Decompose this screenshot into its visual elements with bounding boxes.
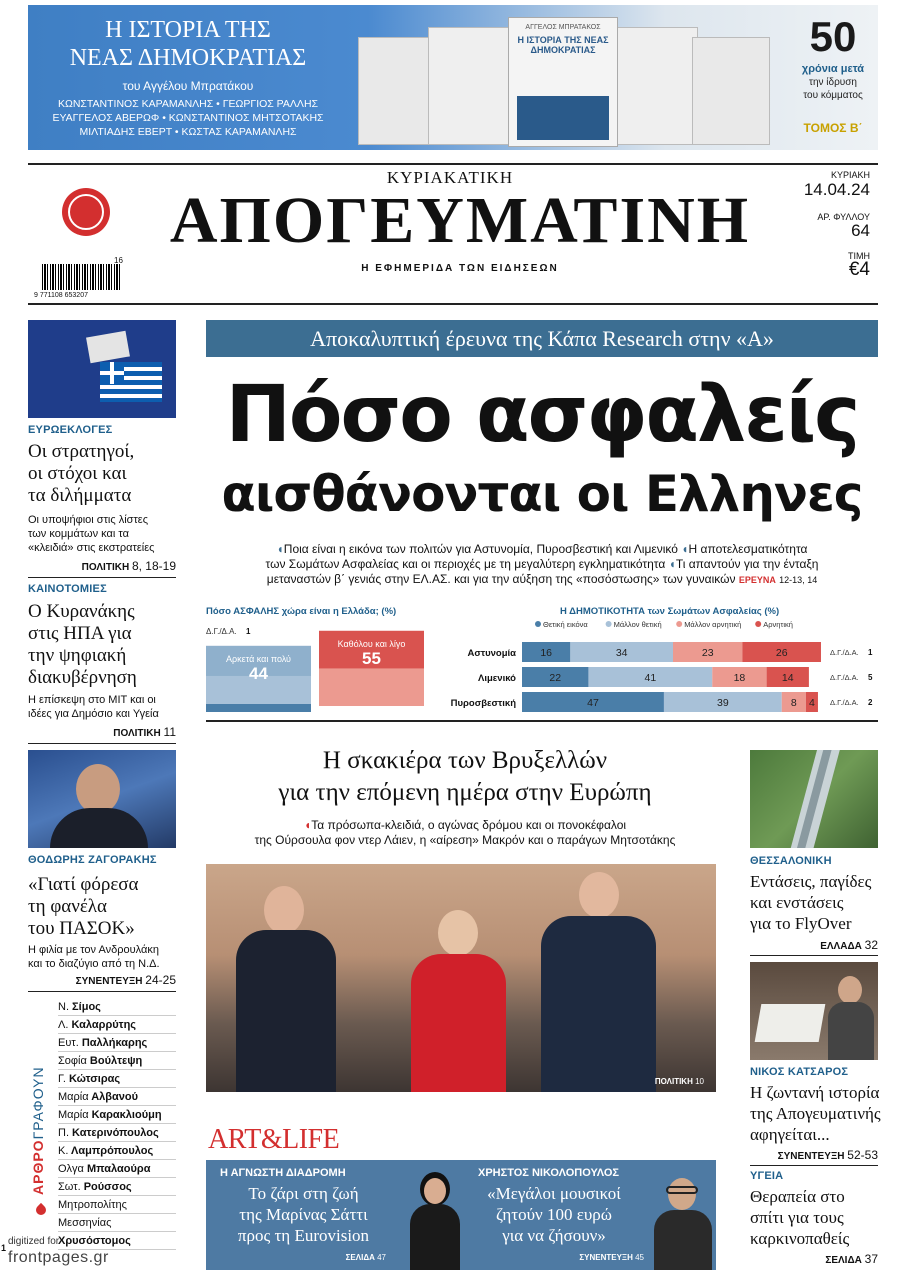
columnist-last: Βούλτεψη [86, 1055, 143, 1067]
columnist-last: Σίμος [69, 1001, 101, 1013]
brussels-photo-ref[interactable] [655, 1077, 704, 1086]
columnist-first: Σοφία [58, 1055, 87, 1067]
category-label: Πυροσβεστική [450, 698, 516, 709]
banner-years-2: την ίδρυση [809, 77, 857, 88]
segment-value-label: 4 [808, 697, 815, 709]
brussels-deck-line-1 [206, 818, 724, 833]
segment-value-label: 18 [733, 672, 746, 684]
artlife-label[interactable]: ART&LIFE [208, 1124, 340, 1155]
masthead-price-label: ΤΙΜΗ [848, 251, 870, 261]
columnist-item[interactable] [58, 998, 176, 1016]
health-ref-section: ΣΕΛΙΔΑ [825, 1255, 862, 1266]
book-cover [428, 27, 510, 145]
artlife-right-ref-pages: 45 [635, 1253, 644, 1262]
columnist-first: Π. [58, 1127, 69, 1139]
brussels-deck-1: Τα πρόσωπα-κλειδιά, ο αγώνας δρόμου και οι πονοκέφαλοι [311, 818, 627, 832]
health-ref-pages: 37 [864, 1252, 878, 1266]
health-label: ΥΓΕΙΑ [750, 1170, 784, 1182]
nikolopoulos-photo[interactable] [650, 1168, 716, 1270]
thess-headline-1[interactable]: Εντάσεις, παγίδες [750, 872, 872, 891]
artlife-left-ref-pages: 47 [377, 1253, 386, 1262]
innov-ref-pages: 11 [163, 725, 176, 739]
columnist-last: Κώτσιρας [65, 1073, 121, 1085]
chart-popularity [440, 604, 878, 714]
brussels-deck-2: της Ούρσουλα φον ντερ Λάιεν, η «αίρεση» Μακρόν και ο παράγων Μητσοτάκης [254, 833, 676, 847]
columnist-first: Ολγα [58, 1163, 84, 1175]
banner-title-line1: Η ΙΣΤΟΡΙΑ ΤΗΣ [105, 17, 271, 43]
masthead-logo [62, 188, 110, 236]
katsaros-headline-1[interactable]: Η ζωντανή ιστορία [750, 1083, 880, 1102]
book-stack [358, 17, 788, 147]
masthead-issue-label: ΑΡ. ΦΥΛΛΟΥ [817, 212, 870, 222]
thess-ref-section: ΕΛΛΑΔΑ [820, 941, 862, 952]
artlife-right-h1[interactable]: «Μεγάλοι μουσικοί [487, 1184, 621, 1203]
brussels-photo-ref-pages: 10 [695, 1077, 704, 1086]
banner-years-1: χρόνια μετά [801, 63, 865, 75]
bullet-icon: ◖ [668, 557, 676, 571]
columnist-first: Ευτ. [58, 1037, 79, 1049]
dk-label: Δ.Γ./Δ.Α. [206, 627, 237, 636]
flyover-photo[interactable] [750, 750, 878, 848]
columnist-first: Λ. [58, 1019, 69, 1031]
segment-value-label: 34 [615, 647, 628, 659]
legend-swatch [535, 621, 541, 627]
columnist-item[interactable] [58, 1232, 176, 1250]
book-cover [358, 37, 436, 145]
book-cover [616, 27, 698, 145]
brussels-photo[interactable] [206, 864, 716, 1092]
lead-deck-1b: Η αποτελεσματικότητα [688, 542, 808, 556]
innov-summary-2: ιδέες για Δημόσιο και Υγεία [28, 708, 159, 720]
lead-deck [206, 542, 878, 588]
euro-summary-1: Οι υποψήφιοι στις λίστες [28, 514, 148, 526]
katsaros-ref-section: ΣΥΝΕΝΤΕΥΞΗ [777, 1151, 845, 1162]
zagorakis-summary-2: και το διαζύγιο από τη Ν.Δ. [28, 958, 160, 970]
columnist-item[interactable] [58, 1214, 176, 1232]
legend-swatch [755, 621, 761, 627]
lead-headline-2[interactable]: αισθάνονται οι Ελληνες [221, 465, 863, 523]
innov-summary-1: Η επίσκεψη στο ΜΙΤ και οι [28, 694, 156, 706]
bullet-icon: ◖ [276, 542, 284, 556]
artlife-left-ref-section: ΣΕΛΙΔΑ [345, 1253, 375, 1262]
bar-category-label: Αρκετά και πολύ [226, 653, 291, 664]
columnist-last: Κατερινόπουλος [69, 1127, 159, 1139]
dk-label: Δ.Γ./Δ.Α. [830, 698, 859, 707]
bullet-icon: ◖ [303, 818, 312, 832]
columnist-first: Μητροπολίτης [58, 1199, 127, 1211]
innov-label: ΚΑΙΝΟΤΟΜΙΕΣ [28, 583, 107, 595]
digitized-label: digitized for [8, 1236, 60, 1247]
zagorakis-summary-1: Η φιλία με τον Ανδρουλάκη [28, 944, 159, 956]
columnist-item[interactable] [58, 1070, 176, 1088]
artlife-panel [206, 1160, 716, 1270]
katsaros-photo[interactable] [750, 962, 878, 1060]
segment-value-label: 39 [716, 697, 729, 709]
zagorakis-photo[interactable] [28, 750, 176, 848]
thess-headline-2[interactable]: και ενστάσεις [750, 893, 844, 912]
katsaros-label: ΝΙΚΟΣ ΚΑΤΣΑΡΟΣ [750, 1066, 849, 1078]
columnist-item[interactable] [58, 1142, 176, 1160]
euro-headline-1[interactable]: Οι στρατηγοί, [28, 441, 135, 462]
columnist-item[interactable] [58, 1196, 176, 1214]
health-headline-1[interactable]: Θεραπεία στο [750, 1187, 845, 1206]
book-cover-front [508, 17, 618, 147]
book-title: Η ΙΣΤΟΡΙΑ ΤΗΣ ΝΕΑΣ ΔΗΜΟΚΡΑΤΙΑΣ [517, 35, 609, 55]
zagorakis-ref-pages: 24-25 [145, 973, 176, 987]
lead-ref-pages[interactable]: 12-13, 14 [779, 575, 818, 585]
artlife-right-h2[interactable]: ζητούν 100 ευρώ [496, 1205, 612, 1224]
innov-ref[interactable] [28, 725, 176, 739]
banner-title-line2: ΝΕΑΣ ΔΗΜΟΚΡΑΤΙΑΣ [69, 45, 307, 71]
dk-value: 1 [246, 627, 251, 636]
masthead-kicker: ΚΥΡΙΑΚΑΤΙΚΗ [386, 168, 514, 187]
bar-category-label: Καθόλου και λίγο [337, 638, 406, 649]
legend-label: Αρνητική [763, 620, 793, 629]
lead-headline-1[interactable]: Πόσο ασφαλείς [225, 370, 859, 460]
columnist-item[interactable] [58, 1124, 176, 1142]
promo-banner[interactable] [28, 5, 878, 150]
artlife-right-ref[interactable] [464, 1253, 644, 1262]
columnist-item[interactable] [58, 1160, 176, 1178]
banner-volume: ΤΟΜΟΣ Β΄ [803, 121, 863, 135]
columnist-last: Μπαλαούρα [83, 1163, 151, 1175]
artlife-left-ref[interactable] [206, 1253, 386, 1262]
book-author: ΑΓΓΕΛΟΣ ΜΠΡΑΤΑΚΟΣ [525, 24, 601, 31]
segment-value-label: 26 [775, 647, 788, 659]
lead-deck-line-2 [206, 557, 878, 572]
katsaros-ref-pages: 52-53 [847, 1148, 878, 1162]
zagorakis-headline-2[interactable]: τη φανέλα [28, 896, 107, 917]
columnist-first: Γ. [58, 1073, 66, 1085]
euro-summary-2: των κομμάτων και τα [28, 528, 129, 540]
bullet-icon: ◖ [681, 542, 689, 556]
legend-label: Θετική εικόνα [543, 620, 588, 629]
dk-value: 5 [868, 673, 873, 682]
masthead-price: €4 [848, 259, 870, 280]
book-cover [692, 37, 770, 145]
innov-headline-2[interactable]: στις ΗΠΑ για [28, 623, 132, 644]
katsaros-ref[interactable] [750, 1148, 878, 1162]
columnist-item[interactable] [58, 1016, 176, 1034]
columnist-last: Καρακλιούμη [88, 1109, 162, 1121]
artlife-left-h3[interactable]: προς τη Eurovision [237, 1226, 370, 1245]
columnist-item[interactable] [58, 1088, 176, 1106]
euro-headline-3[interactable]: τα διλήμματα [28, 485, 132, 506]
lead-strap[interactable]: Αποκαλυπτική έρευνα της Κάπα Research στην «Α» [206, 320, 878, 357]
segment-value-label: 41 [644, 672, 657, 684]
columnist-item[interactable] [58, 1178, 176, 1196]
columnist-last: Χρυσόστομος [58, 1235, 131, 1247]
masthead-date: 14.04.24 [803, 180, 870, 199]
innov-headline-4[interactable]: διακυβέρνηση [28, 667, 137, 688]
columnists-vertical-label [30, 1025, 50, 1195]
columnist-last: Λαμπρόπουλος [68, 1145, 154, 1157]
euro-ref-section: ΠΟΛΙΤΙΚΗ [81, 562, 130, 573]
columnist-item[interactable] [58, 1106, 176, 1124]
artlife-left-h2[interactable]: της Μαρίνας Σάττι [239, 1205, 368, 1224]
masthead-day: ΚΥΡΙΑΚΗ [830, 170, 870, 180]
katsaros-headline-2[interactable]: της Απογευματινής [750, 1104, 881, 1123]
segment-value-label: 8 [790, 697, 797, 709]
euro-headline-2[interactable]: οι στόχοι και [28, 463, 127, 484]
chart-title: Η ΔΗΜΟΤΙΚΟΤΗΤΑ των Σωμάτων Ασφαλείας (%) [560, 606, 780, 617]
health-headline-3[interactable]: καρκινοπαθείς [750, 1229, 850, 1248]
columnist-item[interactable] [58, 1034, 176, 1052]
zagorakis-headline-1[interactable]: «Γιατί φόρεσα [28, 874, 139, 895]
bar-value-label: 55 [362, 648, 381, 668]
artlife-right-h3[interactable]: για να ζήσουν» [502, 1226, 606, 1245]
segment-value-label: 47 [587, 697, 599, 709]
euro-summary-3: «κλειδιά» στις εκστρατείες [28, 542, 155, 554]
dk-value: 1 [868, 648, 873, 657]
legend-label: Μάλλον αρνητική [684, 620, 742, 629]
columnist-first: Μεσσηνίας [58, 1217, 112, 1229]
columnists-label-bold: ΑΡΘΡΟ [30, 1139, 46, 1195]
brussels-photo-ref-section: ΠΟΛΙΤΙΚΗ [654, 1077, 693, 1086]
banner-author: του Αγγέλου Μπρατάκου [122, 79, 254, 93]
thess-headline-3[interactable]: για το FlyOver [750, 914, 852, 933]
innov-ref-section: ΠΟΛΙΤΙΚΗ [113, 728, 161, 739]
satti-photo[interactable] [404, 1168, 464, 1270]
segment-value-label: 14 [781, 672, 794, 684]
banner-names-2: ΕΥΑΓΓΕΛΟΣ ΑΒΕΡΩΦ • ΚΩΝΣΤΑΝΤΙΝΟΣ ΜΗΤΣΟΤΑΚΗΣ [52, 112, 324, 124]
lead-deck-2a: των Σωμάτων Ασφαλείας και οι περιοχές με τη μεγαλύτερη εγκληματικότητα [265, 557, 666, 571]
euro-ref-pages: 8, 18-19 [131, 559, 176, 573]
columnist-first: Μαρία [58, 1091, 89, 1103]
banner-big-number: 50 [809, 13, 857, 60]
zagorakis-ref[interactable] [28, 973, 176, 987]
health-ref[interactable] [750, 1252, 878, 1266]
lead-deck-1a: Ποια είναι η εικόνα των πολιτών για Αστυνομία, Πυροσβεστική και Λιμενικό [283, 542, 678, 556]
site-watermark[interactable]: frontpages.gr [8, 1249, 109, 1266]
katsaros-headline-3[interactable]: αφηγείται... [750, 1125, 830, 1144]
artlife-right-kicker: ΧΡΗΣΤΟΣ ΝΙΚΟΛΟΠΟΥΛΟΣ [478, 1167, 619, 1179]
health-headline-2[interactable]: σπίτι για τους [750, 1208, 844, 1227]
segment-value-label: 16 [540, 647, 553, 659]
legend-label: Μάλλον θετική [613, 620, 662, 629]
innov-headline-3[interactable]: την ψηφιακή [28, 645, 127, 666]
eu-ballot-photo[interactable] [28, 320, 176, 418]
lead-ref-section[interactable]: ΕΡΕΥΝΑ [738, 575, 776, 585]
columnist-first: Κ. [58, 1145, 69, 1157]
lead-deck-3: μεταναστών β΄ γενιάς στην ΕΛ.ΑΣ. και για την αύξηση της «ποσόστωσης» των γυναικών [266, 572, 736, 586]
barcode-digits: 9 771108 653207 [34, 292, 88, 299]
segment-value-label: 23 [701, 647, 714, 659]
columnists-drop-icon [34, 1203, 48, 1217]
legend-swatch [676, 621, 682, 627]
thess-ref[interactable] [750, 938, 878, 952]
artlife-left-kicker: Η ΑΓΝΩΣΤΗ ΔΙΑΔΡΟΜΗ [220, 1167, 346, 1179]
thess-label: ΘΕΣΣΑΛΟΝΙΚΗ [750, 855, 832, 867]
columnist-first: Σωτ. [58, 1181, 81, 1193]
page-number: 1 [1, 1243, 7, 1253]
dk-label: Δ.Γ./Δ.Α. [830, 673, 859, 682]
masthead-issue: 64 [851, 221, 870, 240]
columnist-last: Καλαρρύτης [68, 1019, 137, 1031]
lead-deck-2b: Τι απαντούν για την ένταξη [675, 557, 819, 571]
artlife-right-ref-section: ΣΥΝΕΝΤΕΥΞΗ [579, 1253, 633, 1262]
columnist-first: Μαρία [58, 1109, 89, 1121]
brussels-headline-2[interactable]: για την επόμενη ημέρα στην Ευρώπη [278, 779, 652, 806]
lead-deck-line-3 [206, 572, 878, 588]
euro-ref[interactable] [28, 559, 176, 573]
chart-title: Πόσο ΑΣΦΑΛΗΣ χώρα είναι η Ελλάδα; (%) [206, 606, 397, 617]
columnist-first: Ν. [58, 1001, 69, 1013]
dk-label: Δ.Γ./Δ.Α. [830, 648, 859, 657]
banner-names-3: ΜΙΛΤΙΑΔΗΣ ΕΒΕΡΤ • ΚΩΣΤΑΣ ΚΑΡΑΜΑΝΛΗΣ [79, 126, 297, 138]
brussels-headline-1[interactable]: Η σκακιέρα των Βρυξελλών [322, 747, 608, 774]
artlife-left-h1[interactable]: Το ζάρι στη ζωή [248, 1184, 359, 1203]
category-label: Αστυνομία [467, 648, 516, 659]
banner-years-3: του κόμματος [803, 90, 863, 101]
columnist-last: Παλλήκαρης [78, 1037, 148, 1049]
columnists-label-rest: ΓΡΑΦΟΥΝ [30, 1066, 46, 1140]
barcode-addon: 16 [114, 256, 123, 265]
masthead-tagline: Η ΕΦΗΜΕΡΙΔΑ ΤΩΝ ΕΙΔΗΣΕΩΝ [361, 263, 559, 274]
category-label: Λιμενικό [477, 673, 516, 684]
euro-label: ΕΥΡΩΕΚΛΟΓΕΣ [28, 424, 113, 436]
masthead-name: ΑΠΟΓΕΥΜΑΤΙΝΗ [169, 184, 751, 257]
bar-value-label: 44 [249, 663, 268, 683]
segment-value-label: 22 [549, 672, 562, 684]
banner-author-line [28, 79, 348, 93]
chart-safety [206, 604, 436, 714]
columnist-last: Αλβανού [88, 1091, 139, 1103]
thess-ref-pages: 32 [864, 938, 878, 952]
innov-headline-1[interactable]: Ο Κυρανάκης [28, 601, 135, 622]
bar-base [206, 704, 311, 712]
lead-deck-line-1 [206, 542, 878, 557]
zagorakis-ref-section: ΣΥΝΕΝΤΕΥΞΗ [75, 976, 143, 987]
zagorakis-headline-3[interactable]: του ΠΑΣΟΚ» [28, 918, 135, 939]
columnist-item[interactable] [58, 1052, 176, 1070]
barcode [42, 264, 120, 290]
banner-names-1: ΚΩΝΣΤΑΝΤΙΝΟΣ ΚΑΡΑΜΑΝΛΗΣ • ΓΕΩΡΓΙΟΣ ΡΑΛΛΗΣ [57, 98, 319, 110]
dk-value: 2 [868, 698, 873, 707]
legend-swatch [606, 621, 612, 627]
zagorakis-label: ΘΟΔΩΡΗΣ ΖΑΓΟΡΑΚΗΣ [28, 854, 157, 866]
nd-logo-mark [517, 96, 609, 140]
columnists-list [58, 998, 176, 1250]
brussels-deck [206, 818, 724, 848]
columnist-last: Ρούσσος [80, 1181, 132, 1193]
